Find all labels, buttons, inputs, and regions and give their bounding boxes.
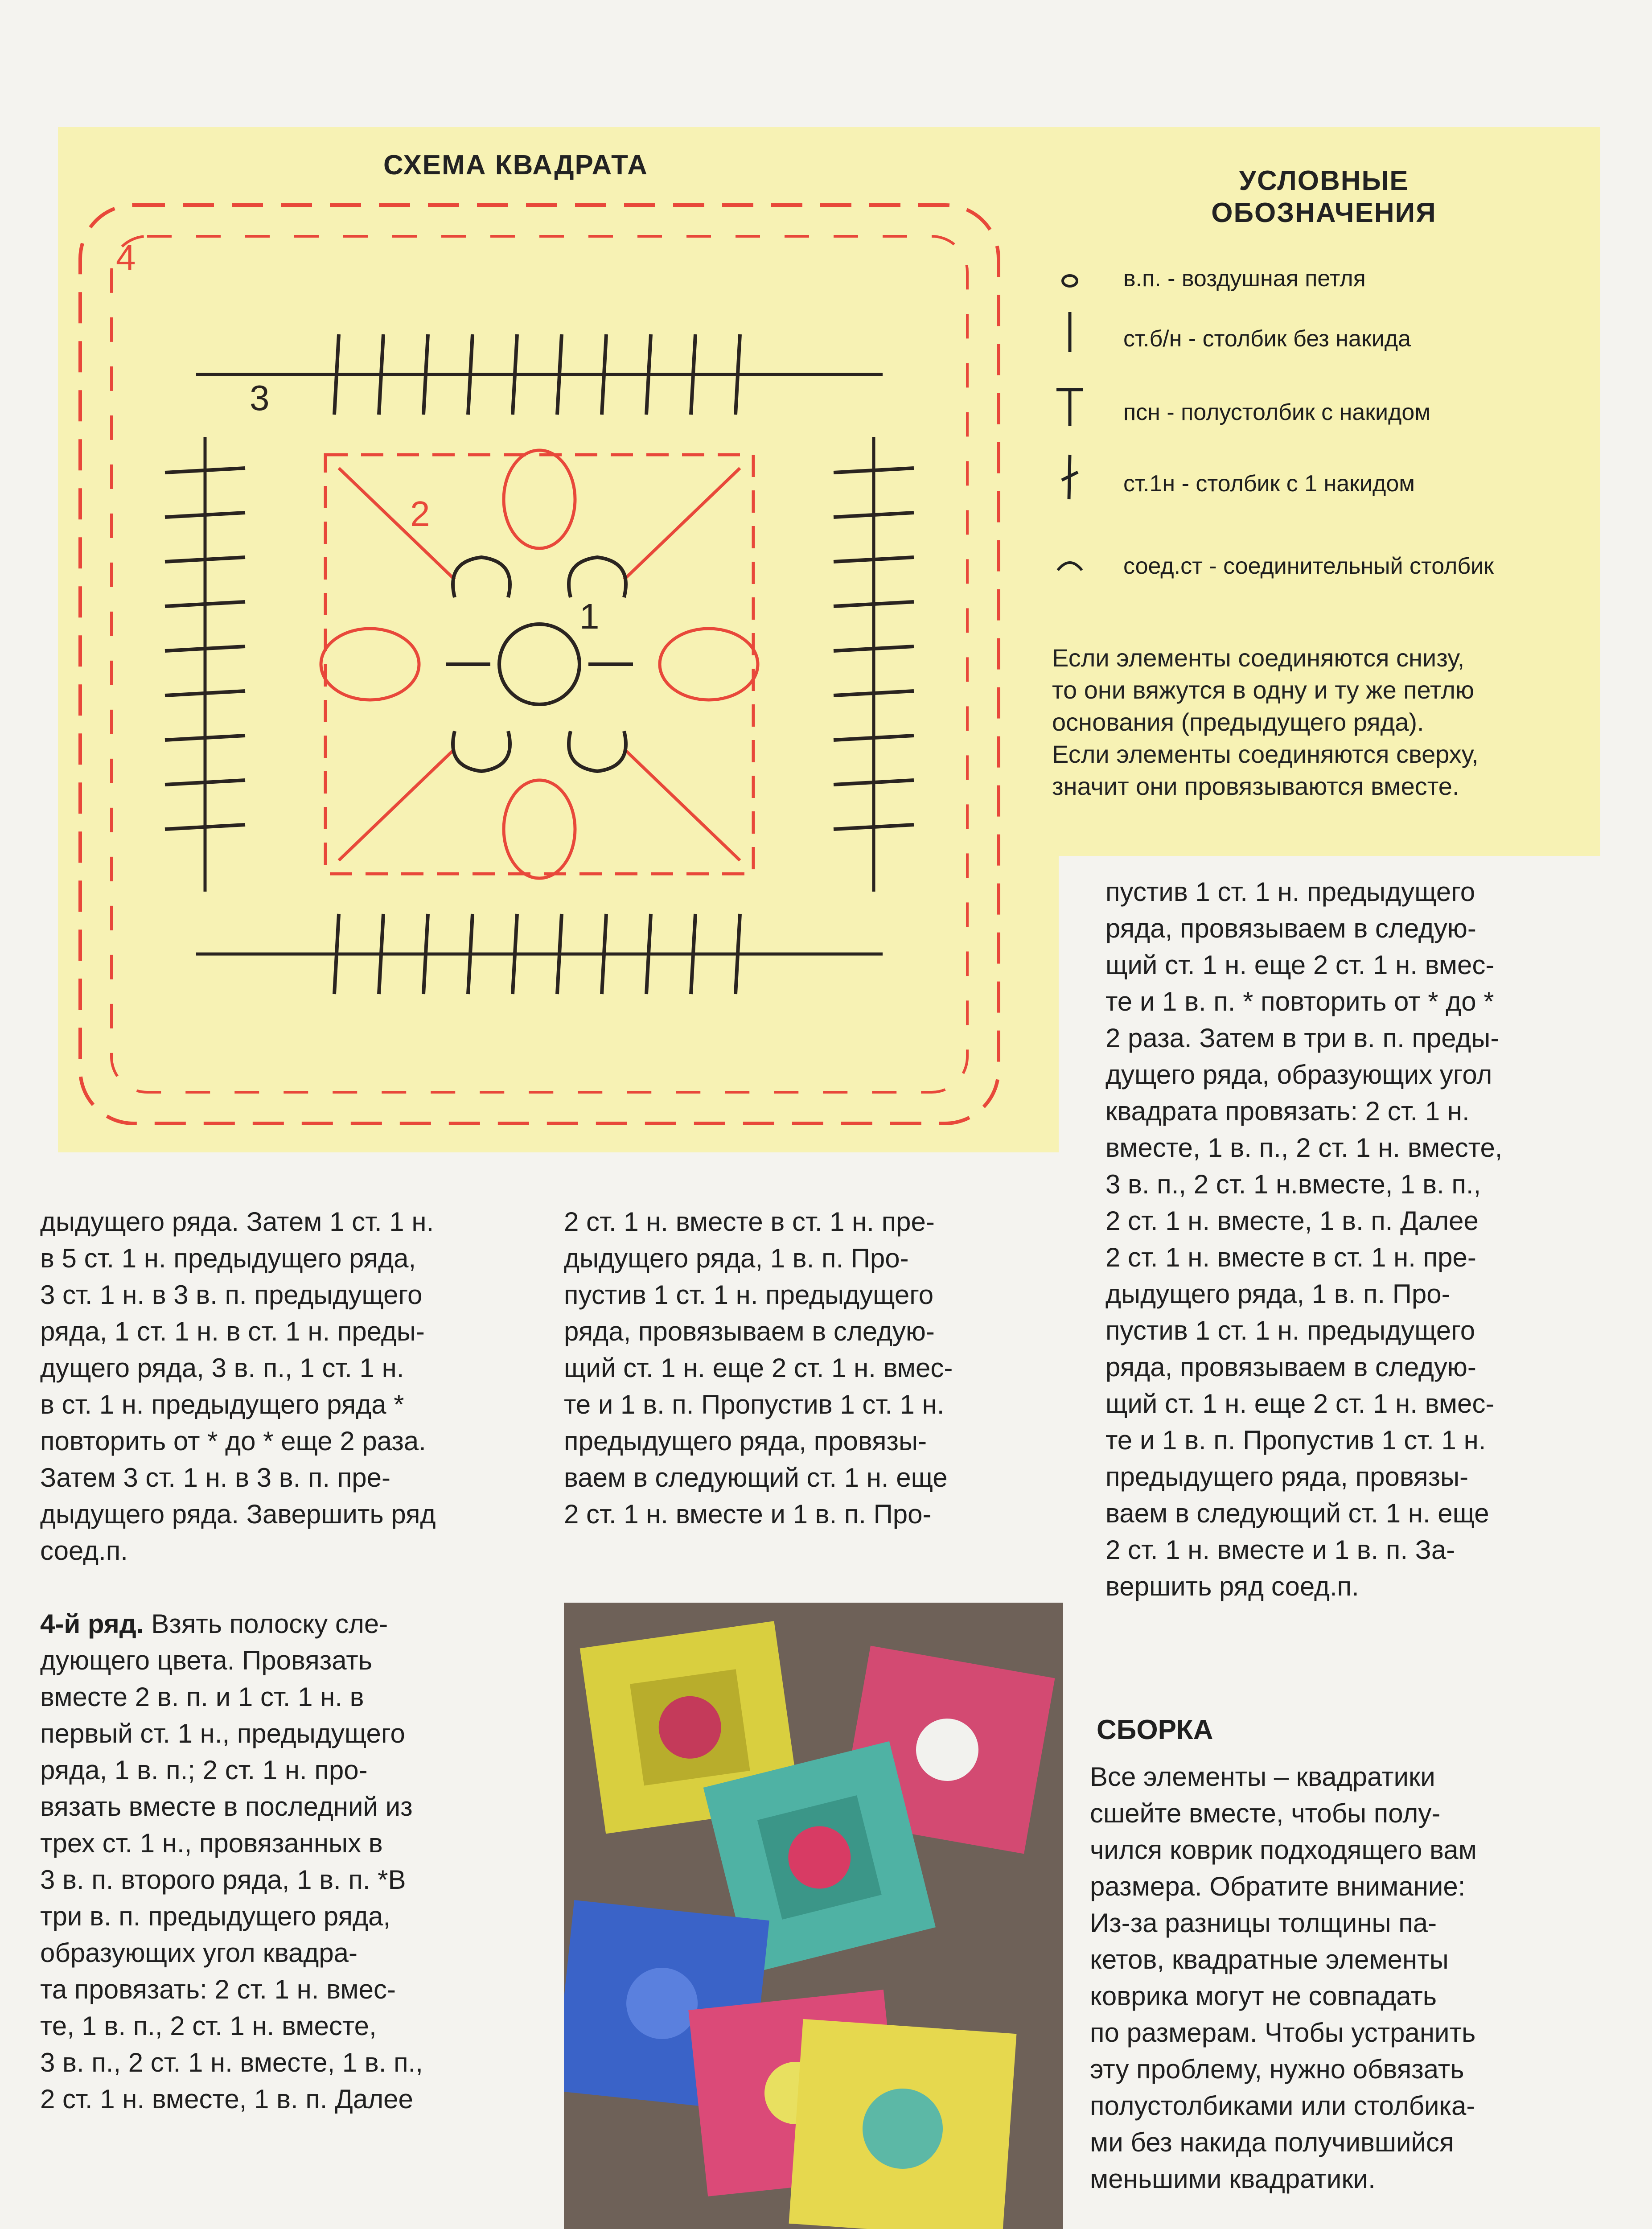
- row4-outer-chain: [80, 205, 999, 1123]
- crochet-squares-photo: [564, 1603, 1063, 2229]
- row4-inner-chain: [111, 236, 967, 1092]
- diagram-title: СХЕМА КВАДРАТА: [383, 150, 648, 181]
- row1-center-ring: [446, 557, 633, 771]
- legend-item-double-crochet: ст.1н - столбик с 1 накидом: [1123, 471, 1415, 497]
- crochet-square-diagram: [62, 187, 1016, 1141]
- legend-item-single-crochet: ст.б/н - столбик без накида: [1123, 326, 1411, 352]
- row2-stitches: [321, 450, 758, 878]
- legend-item-chain: в.п. - воздушная петля: [1123, 266, 1366, 292]
- row-number-2: 2: [410, 494, 430, 534]
- column-left: дыдущего ряда. Затем 1 ст. 1 н. в 5 ст. 1 н. предыдущего ряда, 3 ст. 1 н. в 3 в. п. предыдущего ряда, 1 ст. 1 н. в ст. 1 н. преды- дущего ряда, 3 в. п., 1 ст. 1 н. в ст. 1 н. предыдущего ряда * повторить от * до * еще 2 раза. Затем 3 ст. 1 н. в 3 в. п. пре- дыдущего ряда. Завершить ряд соед.п. 4-й ряд. Взять полоску сле- дующего цвета. Провязать вместе 2 в. п. и 1 ст. 1 н. в первый ст. 1 н., предыдущего ряда, 1 в. п.; 2 ст. 1 н. про- вязать вместе в последний из трех ст. 1 н., провязанных в 3 в. п. второго ряда, 1 в. п. *В три в. п. предыдущего ряда, образующих угол квадра- та провязать: 2 ст. 1 н. вмес- те, 1 в. п., 2 ст. 1 н. вместе, 3 в. п., 2 ст. 1 н. вместе, 1 в. п., 2 ст. 1 н. вместе, 1 в. п. Далее: [40, 1204, 522, 2118]
- crochet-squares-illustration: [564, 1603, 1063, 2229]
- half-double-crochet-icon: [1052, 383, 1088, 428]
- legend-title: УСЛОВНЫЕ ОБОЗНАЧЕНИЯ: [1211, 165, 1437, 228]
- legend-item-slip-stitch: соед.ст - соединительный столбик: [1123, 553, 1494, 579]
- assembly-heading: СБОРКА: [1097, 1715, 1213, 1745]
- slip-stitch-icon: [1054, 555, 1085, 573]
- row3-vertical-posts: [165, 334, 914, 994]
- row-number-3: 3: [250, 378, 270, 418]
- row3-stitches: [196, 374, 883, 954]
- double-crochet-icon: [1052, 452, 1088, 502]
- row4-paragraph-first-line: 4-й ряд. Взять полоску сле-: [40, 1609, 388, 1639]
- row-number-1: 1: [579, 596, 600, 636]
- chain-stitch-icon: [1056, 267, 1083, 294]
- assembly-text: Все элементы – квадратики сшейте вместе, чтобы полу- чился коврик подходящего вам размера. Обратите внимание: Из-за разницы толщины па- кетов, квадратные элементы коврика могут не совпадать по размерам. Чтобы устранить эту проблему, нужно обвязать полустолбиками или столбика- ми без накида получившийся меньшими квадратики.: [1090, 1762, 1477, 2194]
- row-number-4: 4: [116, 238, 136, 277]
- row4-label: 4-й ряд.: [40, 1609, 144, 1639]
- column-right: пустив 1 ст. 1 н. предыдущего ряда, провязываем в следую- щий ст. 1 н. еще 2 ст. 1 н. вмес- те и 1 в. п. * повторить от * до * 2 раза. Затем в три в. п. преды- дущего ряда, образующих угол квадрата провязать: 2 ст. 1 н. вместе, 1 в. п., 2 ст. 1 н. вместе, 3 в. п., 2 ст. 1 н.вместе, 1 в. п., 2 ст. 1 н. вместе, 1 в. п. Далее 2 ст. 1 н. вместе в ст. 1 н. пре- дыдущего ряда, 1 в. п. Про- пустив 1 ст. 1 н. предыдущего ряда, провязываем в следую- щий ст. 1 н. еще 2 ст. 1 н. вмес- те и 1 в. п. Пропустив 1 ст. 1 н. предыдущего ряда, провязы- ваем в следующий ст. 1 н. еще 2 ст. 1 н. вместе и 1 в. п. За- вершить ряд соед.п.: [1105, 877, 1503, 1601]
- column-middle: 2 ст. 1 н. вместе в ст. 1 н. пре- дыдущего ряда, 1 в. п. Про- пустив 1 ст. 1 н. предыдущего ряда, провязываем в следую- щий ст. 1 н. еще 2 ст. 1 н. вмес- те и 1 в. п. Пропустив 1 ст. 1 н. предыдущего ряда, провязы- ваем в следующий ст. 1 н. еще 2 ст. 1 н. вместе и 1 в. п. Про-: [564, 1207, 953, 1529]
- legend-note: Если элементы соединяются снизу, то они вяжутся в одну и ту же петлю основания (предыдущего ряда). Если элементы соединяются сверху, значит они провязываются вместе.: [1052, 644, 1479, 800]
- legend-item-half-double: псн - полустолбик с накидом: [1123, 399, 1431, 425]
- single-crochet-icon: [1056, 308, 1083, 357]
